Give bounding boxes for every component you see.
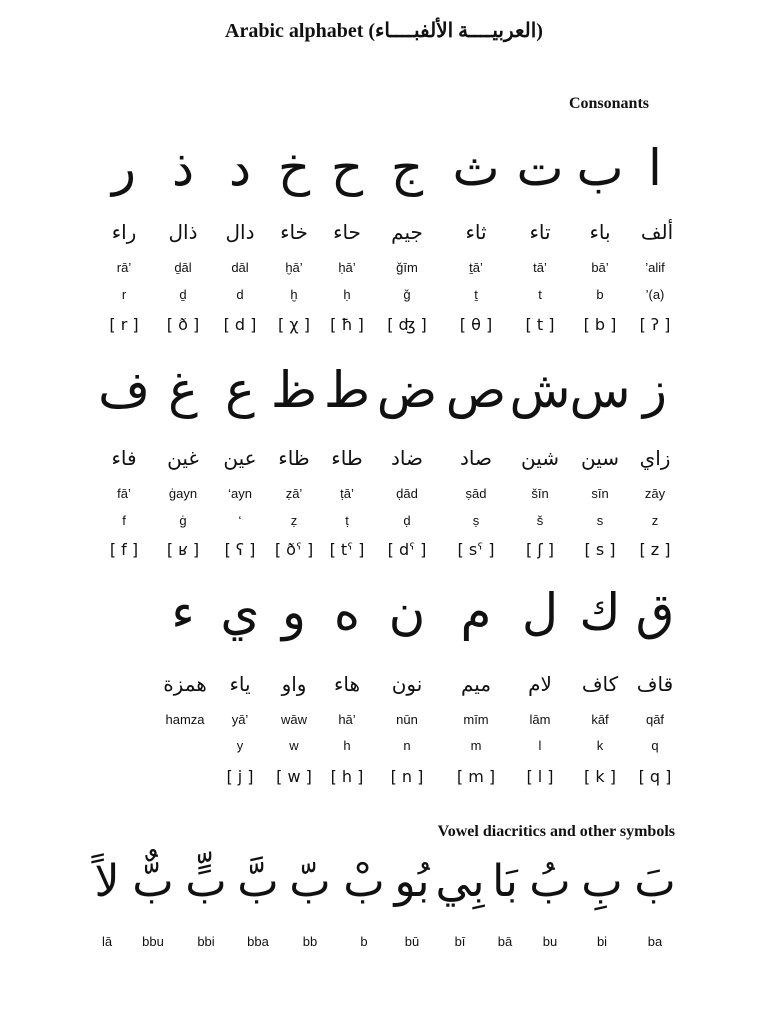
ipa: [ θ ] xyxy=(459,315,493,334)
transliteration: ‘ayn xyxy=(228,486,252,501)
ipa: [ b ] xyxy=(583,315,617,334)
transliteration: ṯā’ xyxy=(469,260,483,275)
simple-translit: w xyxy=(289,738,299,753)
simple-translit: ẓ xyxy=(290,513,298,528)
vowel-transliteration: bū xyxy=(404,934,420,949)
vowel-transliteration: lā xyxy=(101,934,113,949)
vowel-symbol: بَا xyxy=(492,856,518,907)
transliteration: ḫā’ xyxy=(285,260,303,275)
simple-translit: f xyxy=(122,513,126,528)
ipa: [ w ] xyxy=(276,767,312,786)
vowel-symbol: بٌّ xyxy=(132,856,174,907)
letter: ش xyxy=(509,361,571,419)
vowel-transliteration: bu xyxy=(542,934,558,949)
simple-translit: q xyxy=(651,738,659,753)
letter-name: باء xyxy=(589,220,611,244)
letter: ه xyxy=(333,583,361,641)
vowel-transliteration: ba xyxy=(647,934,663,949)
transliteration: hā’ xyxy=(338,712,356,727)
simple-translit: h xyxy=(343,738,351,753)
letter: ذ xyxy=(171,139,195,197)
letter-name: فاء xyxy=(111,446,137,470)
simple-translit: s xyxy=(596,513,604,528)
letter: ث xyxy=(452,139,500,197)
vowel-transliteration: bā xyxy=(497,934,513,949)
transliteration: hamza xyxy=(165,712,205,727)
simple-translit: n xyxy=(403,738,411,753)
ipa: [ q ] xyxy=(638,767,672,786)
vowel-transliteration: bbi xyxy=(197,934,215,949)
vowel-symbol: بّ xyxy=(289,856,331,907)
simple-translit: ‘ xyxy=(238,513,242,528)
transliteration: lām xyxy=(529,712,551,727)
simple-translit: ġ xyxy=(179,513,187,528)
ipa: [ j ] xyxy=(226,767,254,786)
ipa: [ l ] xyxy=(526,767,554,786)
letter-name: سين xyxy=(580,446,620,470)
simple-translit: ḫ xyxy=(290,287,298,302)
letter-name: خاء xyxy=(280,220,308,244)
letter-name: قاف xyxy=(636,672,674,696)
letter: و xyxy=(281,583,307,641)
transliteration: tā’ xyxy=(533,260,547,275)
ipa: [ k ] xyxy=(584,767,616,786)
letter-name: همزة xyxy=(163,672,207,696)
vowel-symbol: بَ xyxy=(634,856,676,907)
transliteration: fā’ xyxy=(117,486,131,501)
vowel-symbol: بَّ xyxy=(237,856,279,907)
transliteration: ṣād xyxy=(465,486,487,501)
ipa: [ r ] xyxy=(109,315,139,334)
letter-name: ثاء xyxy=(465,220,487,244)
simple-translit: z xyxy=(651,513,659,528)
transliteration: qāf xyxy=(645,712,665,727)
letter: ل xyxy=(521,583,559,641)
vowel-transliteration: bi xyxy=(596,934,608,949)
letter-name: ياء xyxy=(229,672,251,696)
ipa: [ ʕ ] xyxy=(224,540,256,559)
transliteration: sīn xyxy=(591,486,609,501)
letter: م xyxy=(460,583,492,641)
vowel-symbol: بُو xyxy=(394,856,430,907)
letter: ح xyxy=(330,139,364,197)
vowel-symbol: بٍّ xyxy=(185,856,227,907)
ipa: [ ʔ ] xyxy=(639,315,671,334)
ipa: [ m ] xyxy=(456,767,496,786)
letter-name: غين xyxy=(167,446,199,470)
simple-translit: ḍ xyxy=(403,513,411,528)
ipa: [ t ] xyxy=(525,315,555,334)
ipa: [ tˤ ] xyxy=(329,540,365,559)
simple-translit: ḏ xyxy=(179,287,187,302)
ipa: [ ʃ ] xyxy=(525,540,555,559)
letter: ف xyxy=(98,361,150,419)
letter-name: راء xyxy=(111,220,137,244)
letter: ظ xyxy=(270,361,318,419)
ipa: [ dˤ ] xyxy=(387,540,427,559)
ipa: [ ð ] xyxy=(166,315,200,334)
letter: خ xyxy=(277,139,311,197)
letter: ي xyxy=(220,583,260,641)
letter-name: كاف xyxy=(581,672,619,696)
vowel-symbol: بِ xyxy=(581,856,623,907)
letter: ك xyxy=(579,583,621,641)
letter-name: شين xyxy=(520,446,560,470)
ipa: [ f ] xyxy=(109,540,139,559)
ipa: [ ħ ] xyxy=(330,315,364,334)
vowel-symbol: لاً xyxy=(94,856,120,907)
transliteration: zāy xyxy=(644,486,666,501)
ipa: [ ʁ ] xyxy=(166,540,200,559)
ipa: [ d ] xyxy=(223,315,257,334)
letter-name: لام xyxy=(528,672,552,696)
ipa: [ sˤ ] xyxy=(457,540,495,559)
letter: د xyxy=(228,139,252,197)
transliteration: ḏāl xyxy=(174,260,192,275)
simple-translit: š xyxy=(536,513,544,528)
simple-translit: y xyxy=(236,738,244,753)
vowel-symbol: بْ xyxy=(343,856,385,907)
letter-name: حاء xyxy=(333,220,361,244)
letter-name: تاء xyxy=(529,220,551,244)
ipa: [ h ] xyxy=(330,767,364,786)
vowel-symbol: بُ xyxy=(529,856,571,907)
vowel-symbol: بِي xyxy=(435,856,485,907)
simple-translit: d xyxy=(236,287,244,302)
transliteration: ṭā’ xyxy=(340,486,354,501)
letter-name: دال xyxy=(225,220,255,244)
transliteration: ḍād xyxy=(396,486,418,501)
letter-name: ظاء xyxy=(278,446,310,470)
simple-translit: m xyxy=(470,738,482,753)
transliteration: wāw xyxy=(280,712,308,727)
letter: ا xyxy=(648,139,662,197)
letter-name: زاي xyxy=(639,446,671,470)
letter: ت xyxy=(516,139,564,197)
letter: ز xyxy=(642,361,668,419)
ipa: [ n ] xyxy=(390,767,424,786)
simple-translit: l xyxy=(538,738,542,753)
letter-name: طاء xyxy=(331,446,363,470)
letter: ن xyxy=(388,583,426,641)
ipa: [ χ ] xyxy=(278,315,310,334)
letter-name: ألف xyxy=(640,220,674,244)
letter: ق xyxy=(635,583,675,641)
transliteration: ġayn xyxy=(168,486,198,501)
letter-name: جيم xyxy=(391,220,423,244)
transliteration: ẓā’ xyxy=(285,486,303,501)
consonants-heading: Consonants xyxy=(568,95,649,112)
transliteration: dāl xyxy=(231,260,249,275)
letter: ب xyxy=(576,139,624,197)
simple-translit: ṯ xyxy=(474,287,478,302)
simple-translit: b xyxy=(596,287,604,302)
ipa: [ ʤ ] xyxy=(387,315,427,334)
letter: ج xyxy=(390,139,424,197)
letter-name: ذال xyxy=(168,220,198,244)
ipa: [ z ] xyxy=(639,540,671,559)
letter-name: ميم xyxy=(460,672,492,696)
transliteration: bā’ xyxy=(591,260,609,275)
ipa: [ s ] xyxy=(584,540,616,559)
transliteration: kāf xyxy=(591,712,609,727)
letter: ض xyxy=(376,361,438,419)
vowel-transliteration: bb xyxy=(302,934,318,949)
page-title: Arabic alphabet (العربيــــة الألفبــــاء) xyxy=(225,20,543,42)
letter-name: هاء xyxy=(333,672,361,696)
letter-name: عين xyxy=(223,446,257,470)
simple-translit: ’(a) xyxy=(645,287,665,302)
letter-name: ضاد xyxy=(391,446,423,470)
letter: ع xyxy=(225,361,255,419)
letter: ص xyxy=(445,361,507,419)
transliteration: yā’ xyxy=(231,712,249,727)
transliteration: rā’ xyxy=(116,260,132,275)
vowel-transliteration: bba xyxy=(247,934,269,949)
transliteration: ǧīm xyxy=(396,260,418,275)
transliteration: ’alif xyxy=(645,260,665,275)
letter: س xyxy=(569,361,631,419)
simple-translit: ḥ xyxy=(343,287,351,302)
simple-translit: r xyxy=(121,287,127,302)
letter-name: صاد xyxy=(460,446,492,470)
simple-translit: ǧ xyxy=(403,287,411,302)
letter-name: نون xyxy=(391,672,423,696)
transliteration: nūn xyxy=(396,712,418,727)
letter: ء xyxy=(171,583,195,641)
simple-translit: ṣ xyxy=(472,513,480,528)
simple-translit: k xyxy=(596,738,604,753)
simple-translit: ṭ xyxy=(345,513,349,528)
transliteration: mīm xyxy=(463,712,489,727)
vowel-transliteration: b xyxy=(360,934,368,949)
ipa: [ ðˤ ] xyxy=(274,540,314,559)
vowels-heading: Vowel diacritics and other symbols xyxy=(437,823,675,840)
letter: ط xyxy=(323,361,371,419)
vowel-transliteration: bī xyxy=(454,934,466,949)
letter: ر xyxy=(111,139,137,197)
letter: غ xyxy=(168,361,198,419)
vowel-transliteration: bbu xyxy=(142,934,164,949)
letter-name: واو xyxy=(281,672,307,696)
simple-translit: t xyxy=(538,287,542,302)
transliteration: ḥā’ xyxy=(338,260,356,275)
transliteration: šīn xyxy=(531,486,549,501)
